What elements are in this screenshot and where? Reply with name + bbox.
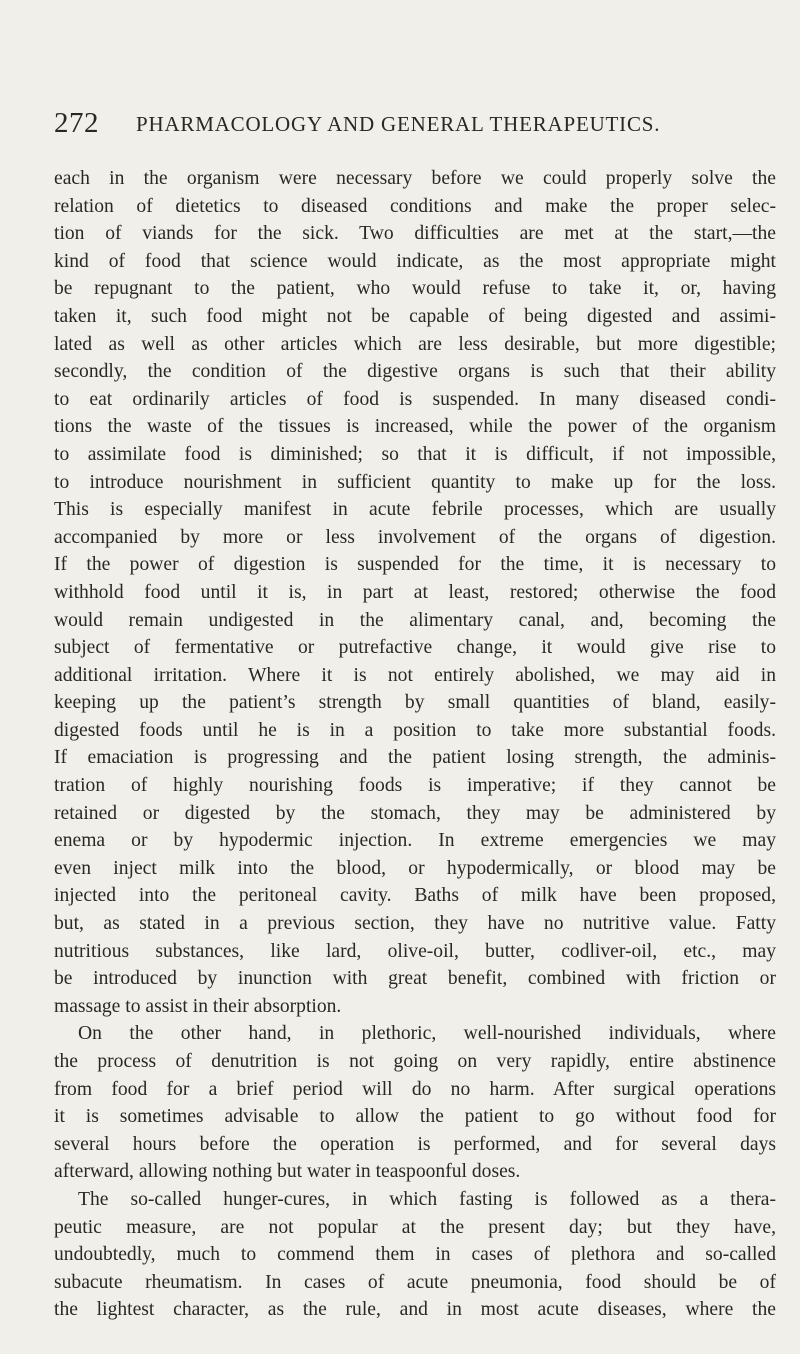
text-line: If the power of digestion is suspended for the time, it is necessary to	[54, 554, 776, 576]
text-line: retained or digested by the stomach, they may be administered by	[54, 802, 776, 824]
page-number: 272	[54, 107, 99, 139]
text-line: to eat ordinarily articles of food is suspended. In many diseased condi-	[54, 388, 776, 410]
text-line: accompanied by more or less involvement of the organs of digestion.	[54, 526, 776, 548]
text-line: The so-called hunger-cures, in which fasting is followed as a thera-	[78, 1188, 776, 1210]
text-line: the lightest character, as the rule, and in most acute diseases, where the	[54, 1299, 776, 1321]
text-line: nutritious substances, like lard, olive-oil, butter, codliver-oil, etc., may	[54, 940, 776, 962]
text-line: from food for a brief period will do no harm. After surgical operations	[54, 1078, 776, 1100]
text-line: On the other hand, in plethoric, well-nourished individuals, where	[78, 1023, 776, 1045]
text-line: If emaciation is progressing and the patient losing strength, the adminis-	[54, 747, 776, 769]
text-line: relation of dietetics to diseased conditions and make the proper selec-	[54, 195, 776, 217]
text-line: injected into the peritoneal cavity. Baths of milk have been proposed,	[54, 885, 776, 907]
text-line: but, as stated in a previous section, they have no nutritive value. Fatty	[54, 913, 776, 935]
text-line: even inject milk into the blood, or hypodermically, or blood may be	[54, 857, 776, 879]
text-line: enema or by hypodermic injection. In extreme emergencies we may	[54, 830, 776, 852]
text-line: subject of fermentative or putrefactive change, it would give rise to	[54, 637, 776, 659]
body-text	[54, 165, 776, 1324]
text-line: keeping up the patient’s strength by small quantities of bland, easily-	[54, 692, 776, 714]
paragraph	[54, 1020, 776, 1186]
text-line: to assimilate food is diminished; so that it is difficult, if not impossible,	[54, 443, 776, 465]
text-line: secondly, the condition of the digestive organs is such that their ability	[54, 361, 776, 383]
text-line: This is especially manifest in acute febrile processes, which are usually	[54, 499, 776, 521]
text-line: be repugnant to the patient, who would refuse to take it, or, having	[54, 278, 776, 300]
text-line: tion of viands for the sick. Two difficulties are met at the start,—the	[54, 223, 776, 245]
text-line: additional irritation. Where it is not entirely abolished, we may aid in	[54, 664, 776, 686]
text-line: lated as well as other articles which are less desirable, but more digestible;	[54, 333, 776, 355]
text-line: to introduce nourishment in sufficient quantity to make up for the loss.	[54, 471, 776, 493]
running-head: PHARMACOLOGY AND GENERAL THERAPEUTICS.	[136, 112, 661, 136]
text-line: afterward, allowing nothing but water in teaspoonful doses.	[54, 1161, 521, 1183]
text-line: it is sometimes advisable to allow the patient to go without food for	[54, 1106, 776, 1128]
text-line: peutic measure, are not popular at the present day; but they have,	[54, 1216, 776, 1238]
text-line: kind of food that science would indicate, as the most appropriate might	[54, 250, 776, 272]
text-line: be introduced by inunction with great benefit, combined with friction or	[54, 968, 776, 990]
text-line: withhold food until it is, in part at least, restored; otherwise the food	[54, 581, 776, 603]
text-line: digested foods until he is in a position to take more substantial foods.	[54, 719, 776, 741]
text-line: massage to assist in their absorption.	[54, 995, 342, 1017]
text-line: tration of highly nourishing foods is imperative; if they cannot be	[54, 775, 776, 797]
text-line: subacute rheumatism. In cases of acute pneumonia, food should be of	[54, 1271, 776, 1293]
text-line: taken it, such food might not be capable of being digested and assimi-	[54, 305, 776, 327]
text-line: would remain undigested in the alimentary canal, and, becoming the	[54, 609, 776, 631]
page-header	[54, 106, 774, 140]
text-line: the process of denutrition is not going on very rapidly, entire abstinence	[54, 1051, 776, 1072]
text-line: each in the organism were necessary before we could properly solve the	[54, 168, 776, 189]
paragraph	[54, 1186, 776, 1324]
paragraph	[54, 165, 776, 1020]
text-line: tions the waste of the tissues is increased, while the power of the organism	[54, 416, 776, 438]
text-line: several hours before the operation is performed, and for several days	[54, 1133, 776, 1155]
text-line: undoubtedly, much to commend them in cases of plethora and so-called	[54, 1244, 776, 1266]
